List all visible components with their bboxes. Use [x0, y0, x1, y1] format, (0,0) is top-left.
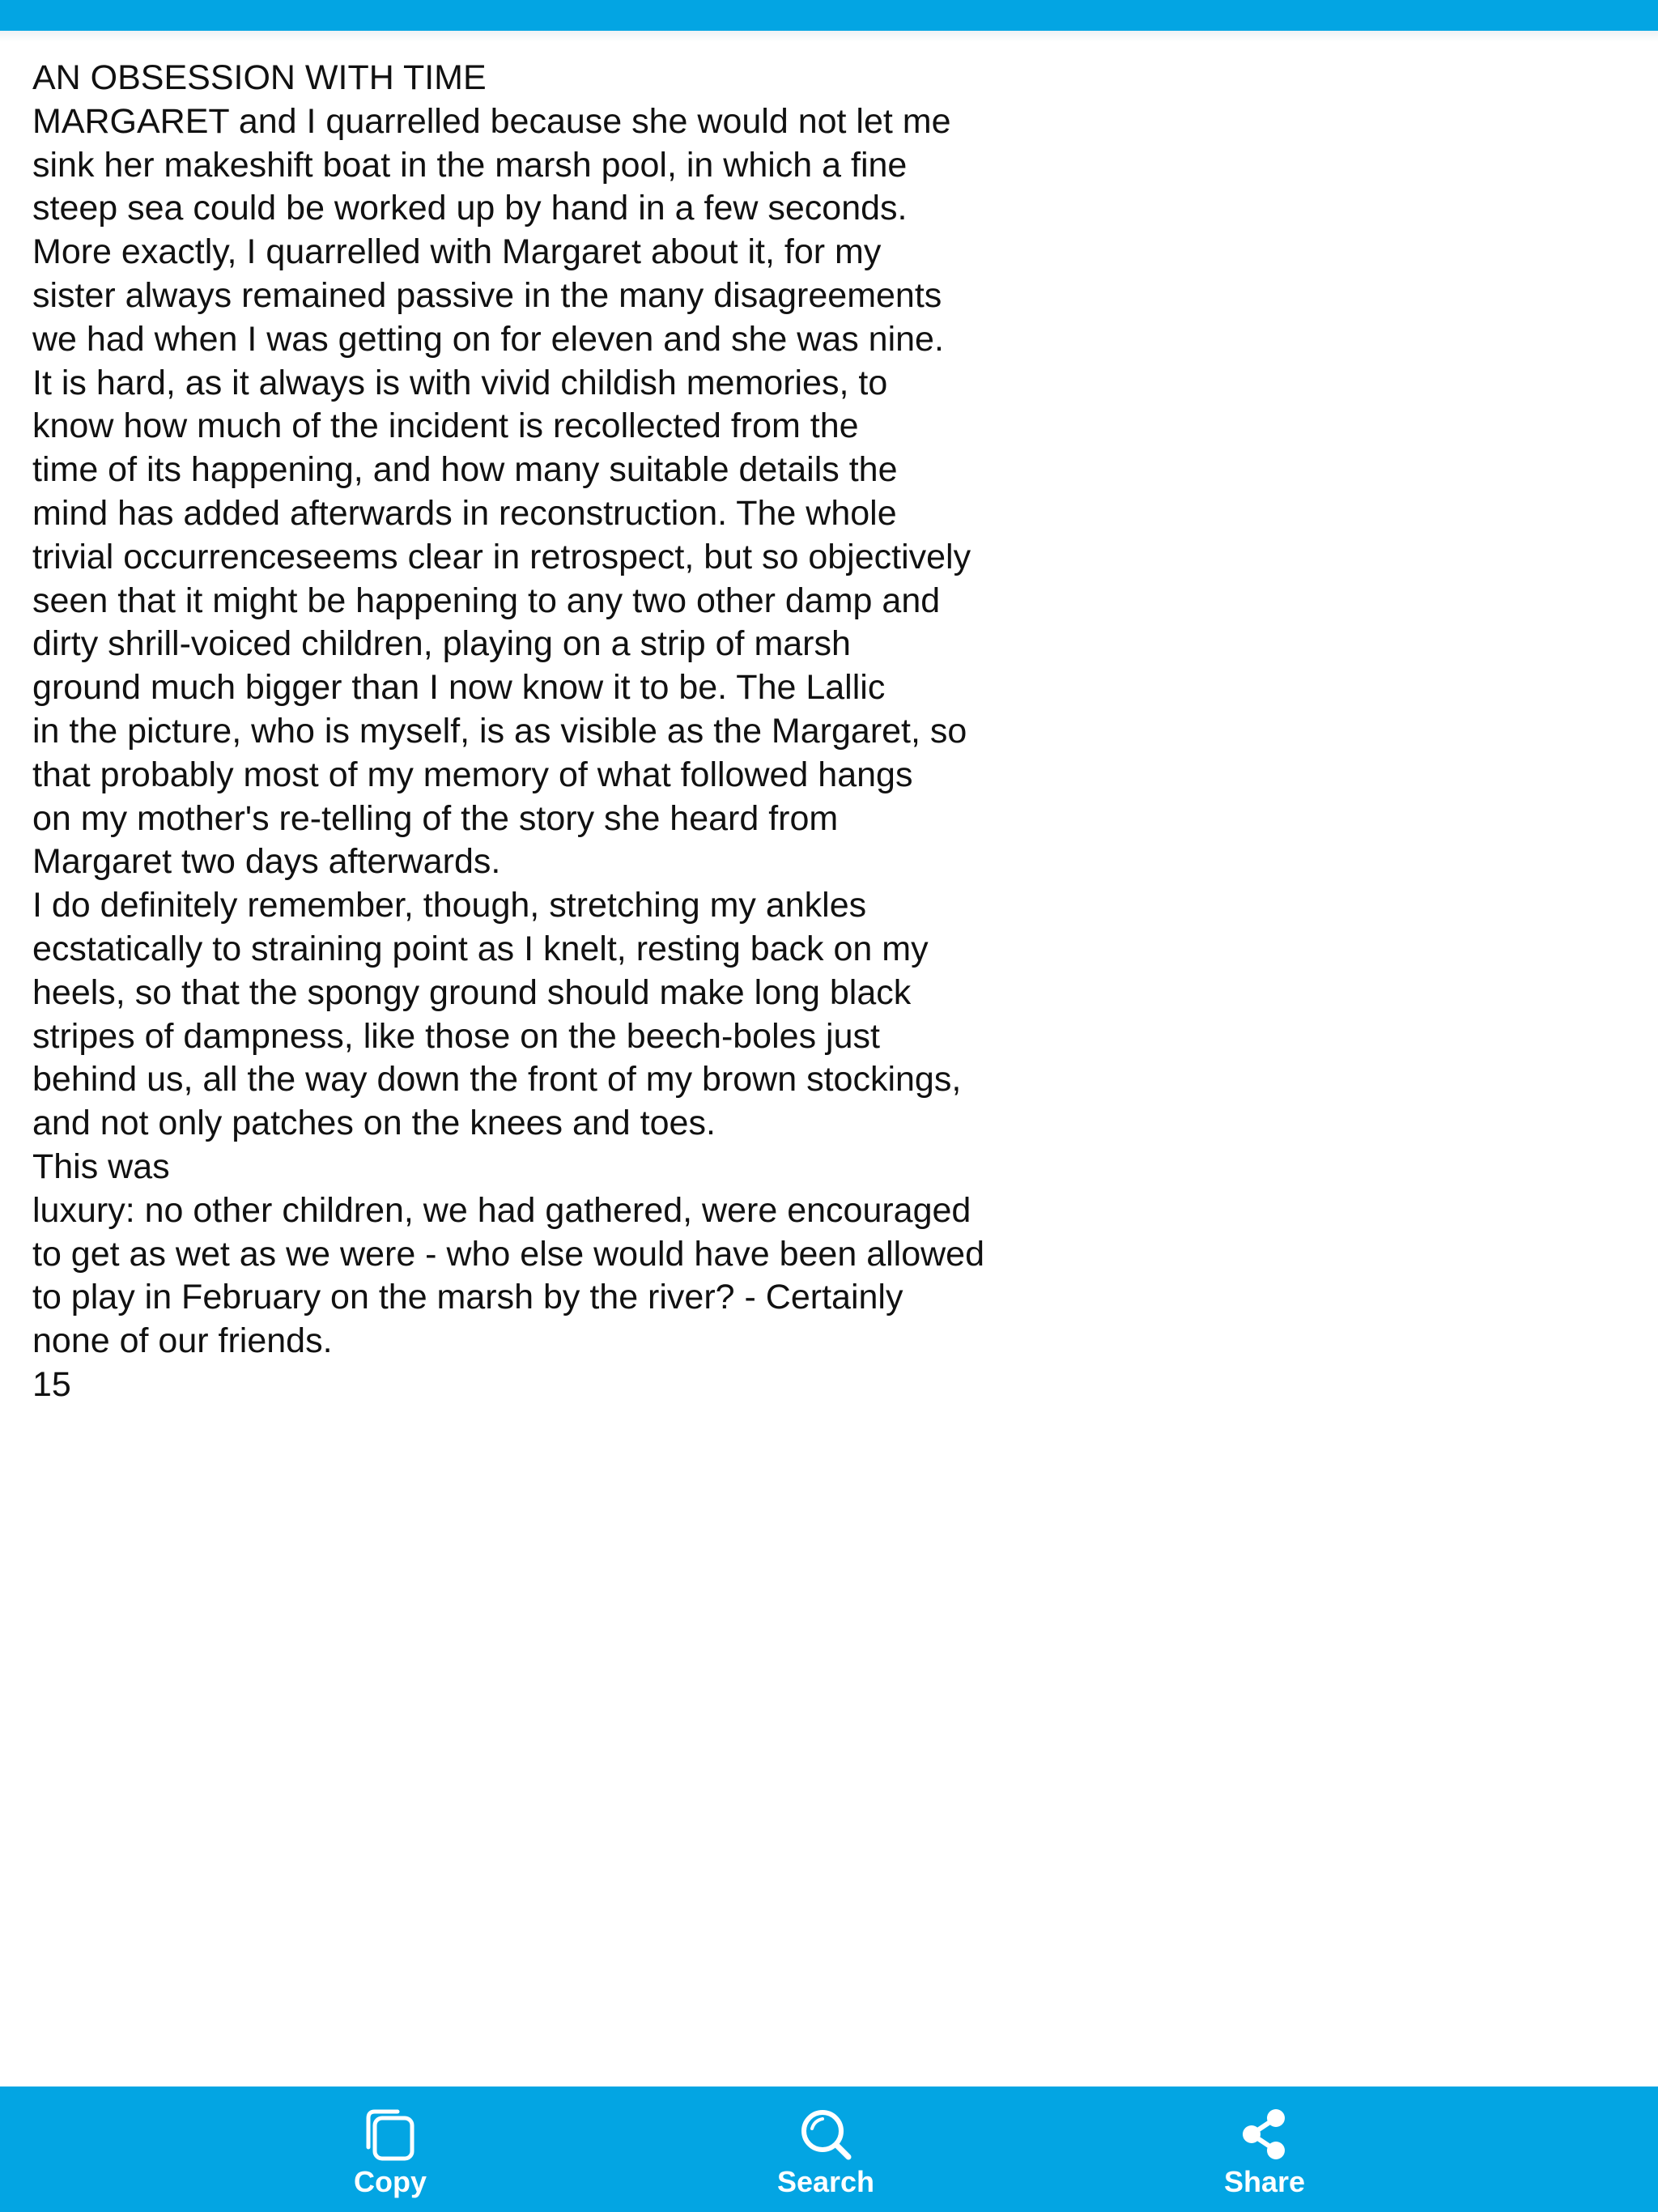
text-line: to play in February on the marsh by the river? - Certainly [32, 1278, 903, 1317]
text-line: luxury: no other children, we had gathered, were encouraged [32, 1190, 971, 1230]
text-line: I do definitely remember, though, stretching my ankles [32, 886, 867, 925]
text-line: stripes of dampness, like those on the beech-boles just [32, 1016, 880, 1056]
document-title: AN OBSESSION WITH TIME [32, 58, 487, 97]
text-line: heels, so that the spongy ground should make long black [32, 972, 912, 1012]
text-line: dirty shrill-voiced children, playing on a strip of marsh [32, 624, 851, 664]
text-line: that probably most of my memory of what followed hangs [32, 755, 913, 794]
copy-icon [362, 2106, 419, 2163]
text-line: ground much bigger than I now know it to be. The Lallic [32, 668, 886, 708]
text-line: in the picture, who is myself, is as visible as the Margaret, so [32, 711, 967, 751]
text-line: none of our friends. [32, 1321, 333, 1361]
text-line: to get as wet as we were - who else would have been allowed [32, 1234, 985, 1274]
text-line: know how much of the incident is recollected from the [32, 406, 859, 446]
text-line: sink her makeshift boat in the marsh pool, in which a fine [32, 145, 908, 185]
text-line: This was [32, 1146, 170, 1186]
text-line: seen that it might be happening to any two other damp and [32, 581, 941, 620]
search-label: Search [776, 2165, 875, 2198]
text-line: More exactly, I quarrelled with Margaret about it, for my [32, 232, 882, 272]
share-label: Share [1223, 2165, 1306, 2198]
top-bar-shadow [0, 31, 1658, 42]
top-status-bar [0, 0, 1658, 31]
text-line: Margaret two days afterwards. [32, 842, 501, 882]
text-line: time of its happening, and how many suitable details the [32, 450, 898, 490]
text-line: ecstatically to straining point as I knelt, resting back on my [32, 929, 929, 968]
bottom-toolbar [0, 2087, 1658, 2212]
share-button[interactable] [1167, 2087, 1362, 2212]
text-line: and not only patches on the knees and toes. [32, 1104, 716, 1143]
text-line: trivial occurrenceseems clear in retrospect, but so objectively [32, 537, 971, 576]
search-icon [797, 2106, 854, 2163]
recognized-text-area[interactable] [32, 57, 1133, 1407]
text-line: MARGARET and I quarrelled because she would not let me [32, 101, 951, 141]
text-line: we had when I was getting on for eleven and she was nine. [32, 319, 944, 359]
text-line: It is hard, as it always is with vivid childish memories, to [32, 363, 888, 402]
text-line: behind us, all the way down the front of my brown stockings, [32, 1060, 962, 1100]
copy-button[interactable] [293, 2087, 487, 2212]
page-number: 15 [32, 1364, 71, 1404]
search-button[interactable] [729, 2087, 923, 2212]
text-line: on my mother's re-telling of the story she heard from [32, 798, 839, 838]
share-icon [1236, 2106, 1293, 2163]
text-line: sister always remained passive in the many disagreements [32, 275, 942, 315]
copy-label: Copy [354, 2165, 427, 2198]
text-line: steep sea could be worked up by hand in a few seconds. [32, 189, 908, 228]
text-line: mind has added afterwards in reconstruction. The whole [32, 493, 897, 533]
